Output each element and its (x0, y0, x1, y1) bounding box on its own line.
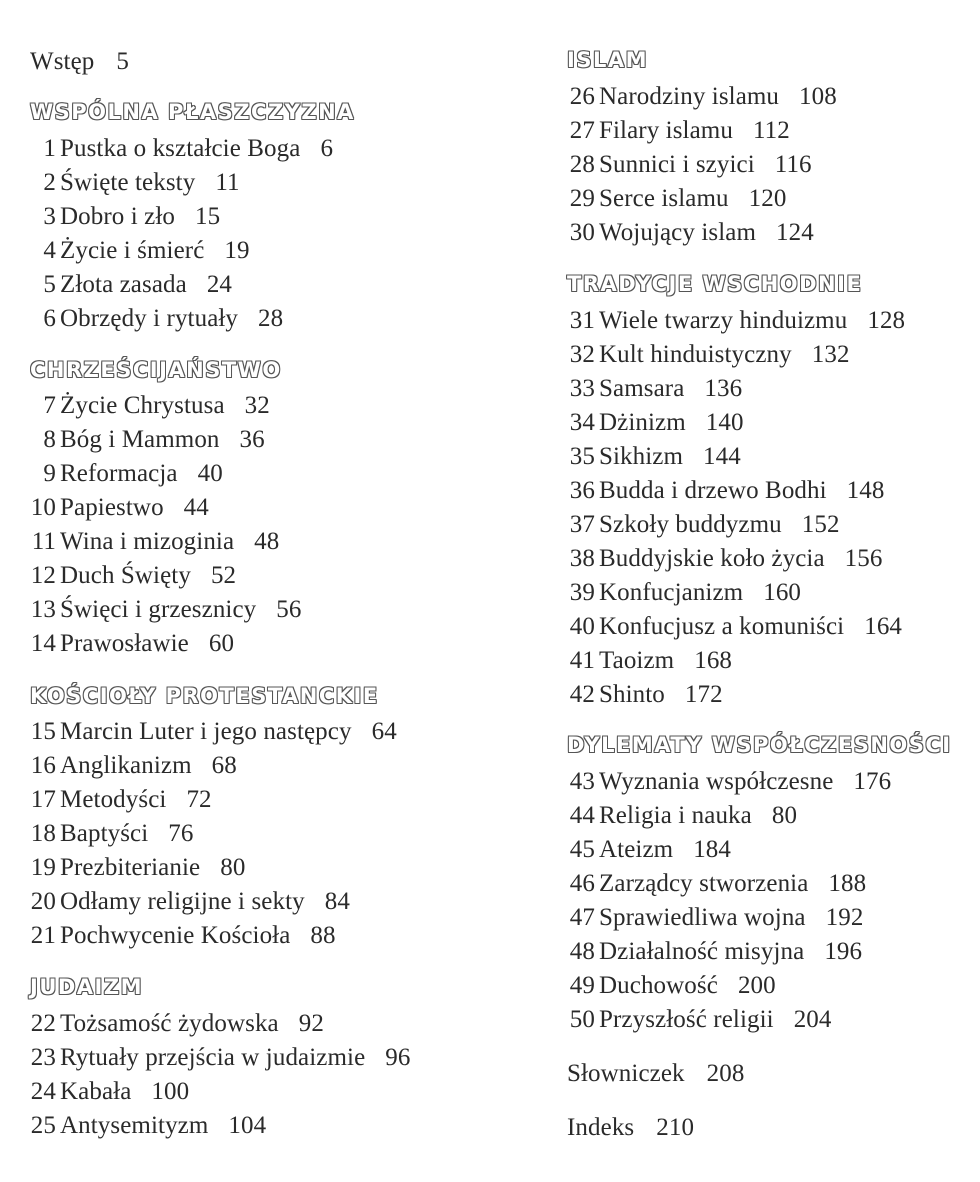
entry-title: Konfucjusz a komuniści (599, 613, 845, 640)
index-title: Indeks (567, 1114, 635, 1141)
entry-number: 4 (43, 237, 56, 264)
section-heading: DYLEMATY WSPÓŁCZESNOŚCI (567, 733, 952, 757)
toc-entry (567, 1003, 832, 1037)
entry-page: 188 (828, 870, 867, 897)
entry-page: 32 (244, 392, 270, 419)
intro-title: Wstęp (30, 48, 95, 75)
toc-entry (30, 132, 333, 166)
entry-number: 48 (569, 938, 595, 965)
entry-page: 168 (694, 647, 733, 674)
toc-entry (30, 783, 212, 817)
entry-title: Kult hinduistyczny (599, 341, 792, 368)
entry-page: 80 (771, 802, 798, 829)
entry-page: 172 (684, 681, 723, 708)
toc-entry (567, 576, 801, 610)
entry-page: 144 (703, 443, 741, 470)
toc-entry (30, 715, 397, 749)
entry-page: 36 (239, 426, 265, 453)
glossary-page: 208 (706, 1060, 745, 1087)
entry-title: Papiestwo (60, 494, 164, 521)
entry-page: 6 (320, 135, 334, 162)
entry-title: Religia i nauka (599, 802, 752, 829)
entry-title: Pochwycenie Kościoła (60, 922, 291, 949)
entry-page: 112 (752, 117, 790, 144)
toc-entry (30, 166, 240, 200)
entry-title: Wojujący islam (599, 219, 756, 246)
entry-number: 14 (30, 630, 56, 657)
toc-glossary (567, 1057, 744, 1091)
entry-title: Kabała (60, 1078, 132, 1105)
entry-title: Baptyści (60, 820, 149, 847)
section-heading: KOŚCIOŁY PROTESTANCKIE (30, 684, 379, 708)
toc-entry (567, 304, 905, 338)
entry-page: 156 (844, 545, 883, 572)
entry-number: 8 (43, 426, 56, 453)
entry-title: Sikhizm (599, 443, 684, 470)
entry-page: 92 (298, 1010, 324, 1037)
toc-entry (567, 678, 723, 712)
entry-page: 84 (324, 888, 350, 915)
toc-entry (30, 525, 279, 559)
entry-number: 34 (569, 409, 595, 436)
entry-title: Budda i drzewo Bodhi (599, 477, 827, 504)
entry-number: 20 (30, 888, 56, 915)
entry-page: 136 (704, 375, 743, 402)
toc-intro (30, 45, 129, 79)
entry-title: Szkoły buddyzmu (599, 511, 782, 538)
entry-number: 13 (30, 596, 56, 623)
entry-number: 1 (43, 135, 56, 162)
entry-title: Wyznania współczesne (599, 768, 834, 795)
entry-title: Złota zasada (60, 271, 187, 298)
entry-page: 148 (846, 477, 885, 504)
entry-title: Anglikanizm (60, 752, 192, 779)
toc-entry (567, 182, 786, 216)
entry-title: Życie i śmierć (60, 237, 205, 264)
entry-title: Dżinizm (599, 409, 686, 436)
toc-entry (567, 148, 812, 182)
entry-title: Prawosławie (60, 630, 189, 657)
toc-entry (567, 80, 837, 114)
entry-title: Narodziny islamu (599, 83, 780, 110)
entry-number: 6 (43, 305, 56, 332)
entry-number: 11 (31, 528, 56, 555)
entry-page: 11 (215, 169, 240, 196)
toc-entry (567, 216, 814, 250)
toc-entry (30, 919, 336, 953)
toc-entry (567, 765, 891, 799)
entry-page: 132 (811, 341, 850, 368)
entry-page: 80 (220, 854, 246, 881)
entry-title: Pustka o kształcie Boga (60, 135, 301, 162)
entry-title: Wiele twarzy hinduizmu (599, 307, 848, 334)
entry-number: 5 (43, 271, 56, 298)
entry-page: 140 (705, 409, 744, 436)
entry-number: 28 (569, 151, 595, 178)
entry-number: 24 (30, 1078, 56, 1105)
entry-number: 31 (569, 307, 595, 334)
toc-entry (567, 440, 741, 474)
entry-page: 56 (276, 596, 302, 623)
toc-entry (567, 867, 866, 901)
index-page: 210 (656, 1114, 695, 1141)
toc-entry (567, 610, 902, 644)
section-heading: ISLAM (567, 48, 648, 72)
entry-page: 76 (168, 820, 194, 847)
entry-title: Działalność misyjna (599, 938, 805, 965)
entry-page: 64 (371, 718, 397, 745)
entry-title: Dobro i zło (60, 203, 175, 230)
entry-number: 18 (30, 820, 56, 847)
entry-page: 120 (748, 185, 787, 212)
entry-page: 15 (194, 203, 221, 230)
entry-number: 29 (569, 185, 595, 212)
entry-number: 22 (30, 1010, 56, 1037)
entry-title: Serce islamu (599, 185, 729, 212)
entry-page: 200 (737, 972, 776, 999)
entry-page: 44 (183, 494, 209, 521)
entry-page: 196 (824, 938, 863, 965)
entry-number: 45 (569, 836, 595, 863)
entry-number: 30 (569, 219, 595, 246)
entry-page: 152 (801, 511, 840, 538)
entry-title: Shinto (599, 681, 665, 708)
entry-number: 3 (43, 203, 56, 230)
toc-entry (30, 457, 223, 491)
entry-number: 2 (43, 169, 56, 196)
toc-entry (567, 935, 862, 969)
entry-page: 96 (385, 1044, 411, 1071)
toc-entry (567, 901, 863, 935)
toc-entry (567, 406, 744, 440)
toc-entry (30, 885, 350, 919)
entry-page: 104 (228, 1112, 267, 1139)
entry-page: 68 (211, 752, 237, 779)
entry-title: Samsara (599, 375, 685, 402)
entry-number: 37 (569, 511, 595, 538)
toc-entry (567, 474, 884, 508)
entry-title: Filary islamu (599, 117, 733, 144)
entry-number: 12 (30, 562, 56, 589)
entry-number: 38 (569, 545, 595, 572)
entry-number: 27 (569, 117, 595, 144)
entry-title: Przyszłość religii (599, 1006, 774, 1033)
entry-title: Odłamy religijne i sekty (60, 888, 305, 915)
entry-number: 47 (569, 904, 595, 931)
entry-page: 28 (258, 305, 284, 332)
entry-number: 10 (30, 494, 56, 521)
entry-title: Święte teksty (60, 169, 196, 196)
entry-number: 32 (569, 341, 595, 368)
entry-number: 39 (569, 579, 595, 606)
entry-title: Duchowość (599, 972, 718, 999)
section-heading: CHRZEŚCIJAŃSTWO (30, 358, 282, 382)
entry-title: Buddyjskie koło życia (599, 545, 825, 572)
entry-number: 25 (30, 1112, 56, 1139)
toc-entry (567, 508, 840, 542)
entry-page: 24 (206, 271, 233, 298)
entry-number: 7 (43, 392, 56, 419)
toc-index (567, 1111, 694, 1145)
entry-page: 128 (867, 307, 906, 334)
intro-page: 5 (116, 48, 129, 75)
toc-entry (30, 234, 250, 268)
entry-title: Reformacja (60, 460, 178, 487)
toc-entry (567, 114, 790, 148)
entry-number: 16 (30, 752, 56, 779)
entry-number: 15 (30, 718, 56, 745)
entry-page: 116 (774, 151, 812, 178)
entry-page: 40 (197, 460, 223, 487)
entry-title: Taoizm (599, 647, 675, 674)
toc-entry (30, 1075, 189, 1109)
entry-page: 204 (793, 1006, 832, 1033)
entry-number: 41 (569, 647, 595, 674)
entry-page: 60 (208, 630, 235, 657)
toc-entry (30, 593, 301, 627)
entry-title: Sprawiedliwa wojna (599, 904, 806, 931)
entry-page: 100 (151, 1078, 190, 1105)
entry-page: 176 (853, 768, 892, 795)
toc-entry (30, 302, 283, 336)
toc-entry (30, 1041, 410, 1075)
entry-page: 48 (254, 528, 280, 555)
entry-title: Wina i mizoginia (60, 528, 235, 555)
entry-title: Antysemityzm (60, 1112, 209, 1139)
entry-number: 21 (30, 922, 56, 949)
toc-entry (30, 851, 245, 885)
toc-entry (30, 268, 232, 302)
toc-entry (30, 491, 209, 525)
toc-entry (567, 542, 882, 576)
entry-title: Tożsamość żydowska (60, 1010, 279, 1037)
toc-entry (30, 389, 270, 423)
entry-title: Sunnici i szyici (599, 151, 755, 178)
entry-page: 124 (776, 219, 814, 246)
entry-page: 164 (864, 613, 903, 640)
entry-number: 44 (569, 802, 595, 829)
entry-page: 52 (210, 562, 237, 589)
section-heading: TRADYCJE WSCHODNIE (567, 272, 863, 296)
entry-number: 50 (569, 1006, 595, 1033)
entry-title: Rytuały przejścia w judaizmie (60, 1044, 366, 1071)
entry-number: 33 (569, 375, 595, 402)
entry-number: 9 (43, 460, 56, 487)
toc-entry (30, 817, 194, 851)
toc-entry (30, 1109, 266, 1143)
entry-number: 49 (569, 972, 595, 999)
entry-title: Prezbiterianie (60, 854, 201, 881)
toc-entry (30, 423, 265, 457)
toc-entry (30, 749, 237, 783)
entry-page: 108 (799, 83, 837, 110)
entry-page: 19 (224, 237, 250, 264)
entry-title: Ateizm (599, 836, 674, 863)
section-heading: WSPÓLNA PŁASZCZYZNA (30, 100, 355, 124)
entry-title: Zarządcy stworzenia (599, 870, 809, 897)
entry-title: Obrzędy i rytuały (60, 305, 239, 332)
entry-number: 35 (569, 443, 595, 470)
entry-number: 43 (569, 768, 595, 795)
toc-entry (567, 969, 776, 1003)
entry-title: Bóg i Mammon (60, 426, 220, 453)
entry-page: 88 (310, 922, 336, 949)
entry-number: 42 (569, 681, 595, 708)
toc-entry (567, 833, 731, 867)
entry-page: 184 (693, 836, 731, 863)
toc-entry (567, 338, 850, 372)
toc-entry (30, 627, 234, 661)
entry-page: 72 (186, 786, 212, 813)
entry-page: 192 (825, 904, 864, 931)
entry-number: 17 (30, 786, 56, 813)
entry-page: 160 (763, 579, 802, 606)
toc-entry (567, 799, 797, 833)
entry-number: 40 (569, 613, 595, 640)
entry-number: 19 (30, 854, 56, 881)
toc-entry (30, 200, 220, 234)
entry-number: 26 (569, 83, 595, 110)
entry-title: Marcin Luter i jego następcy (60, 718, 352, 745)
toc-entry (567, 644, 732, 678)
entry-title: Święci i grzesznicy (60, 596, 257, 623)
entry-number: 36 (569, 477, 595, 504)
glossary-title: Słowniczek (567, 1060, 685, 1087)
entry-title: Życie Chrystusa (60, 392, 225, 419)
toc-entry (567, 372, 742, 406)
toc-entry (30, 559, 236, 593)
entry-title: Konfucjanizm (599, 579, 744, 606)
entry-number: 23 (30, 1044, 56, 1071)
entry-number: 46 (569, 870, 595, 897)
entry-title: Metodyści (60, 786, 167, 813)
toc-entry (30, 1007, 324, 1041)
entry-title: Duch Święty (60, 562, 191, 589)
section-heading: JUDAIZM (30, 975, 143, 999)
